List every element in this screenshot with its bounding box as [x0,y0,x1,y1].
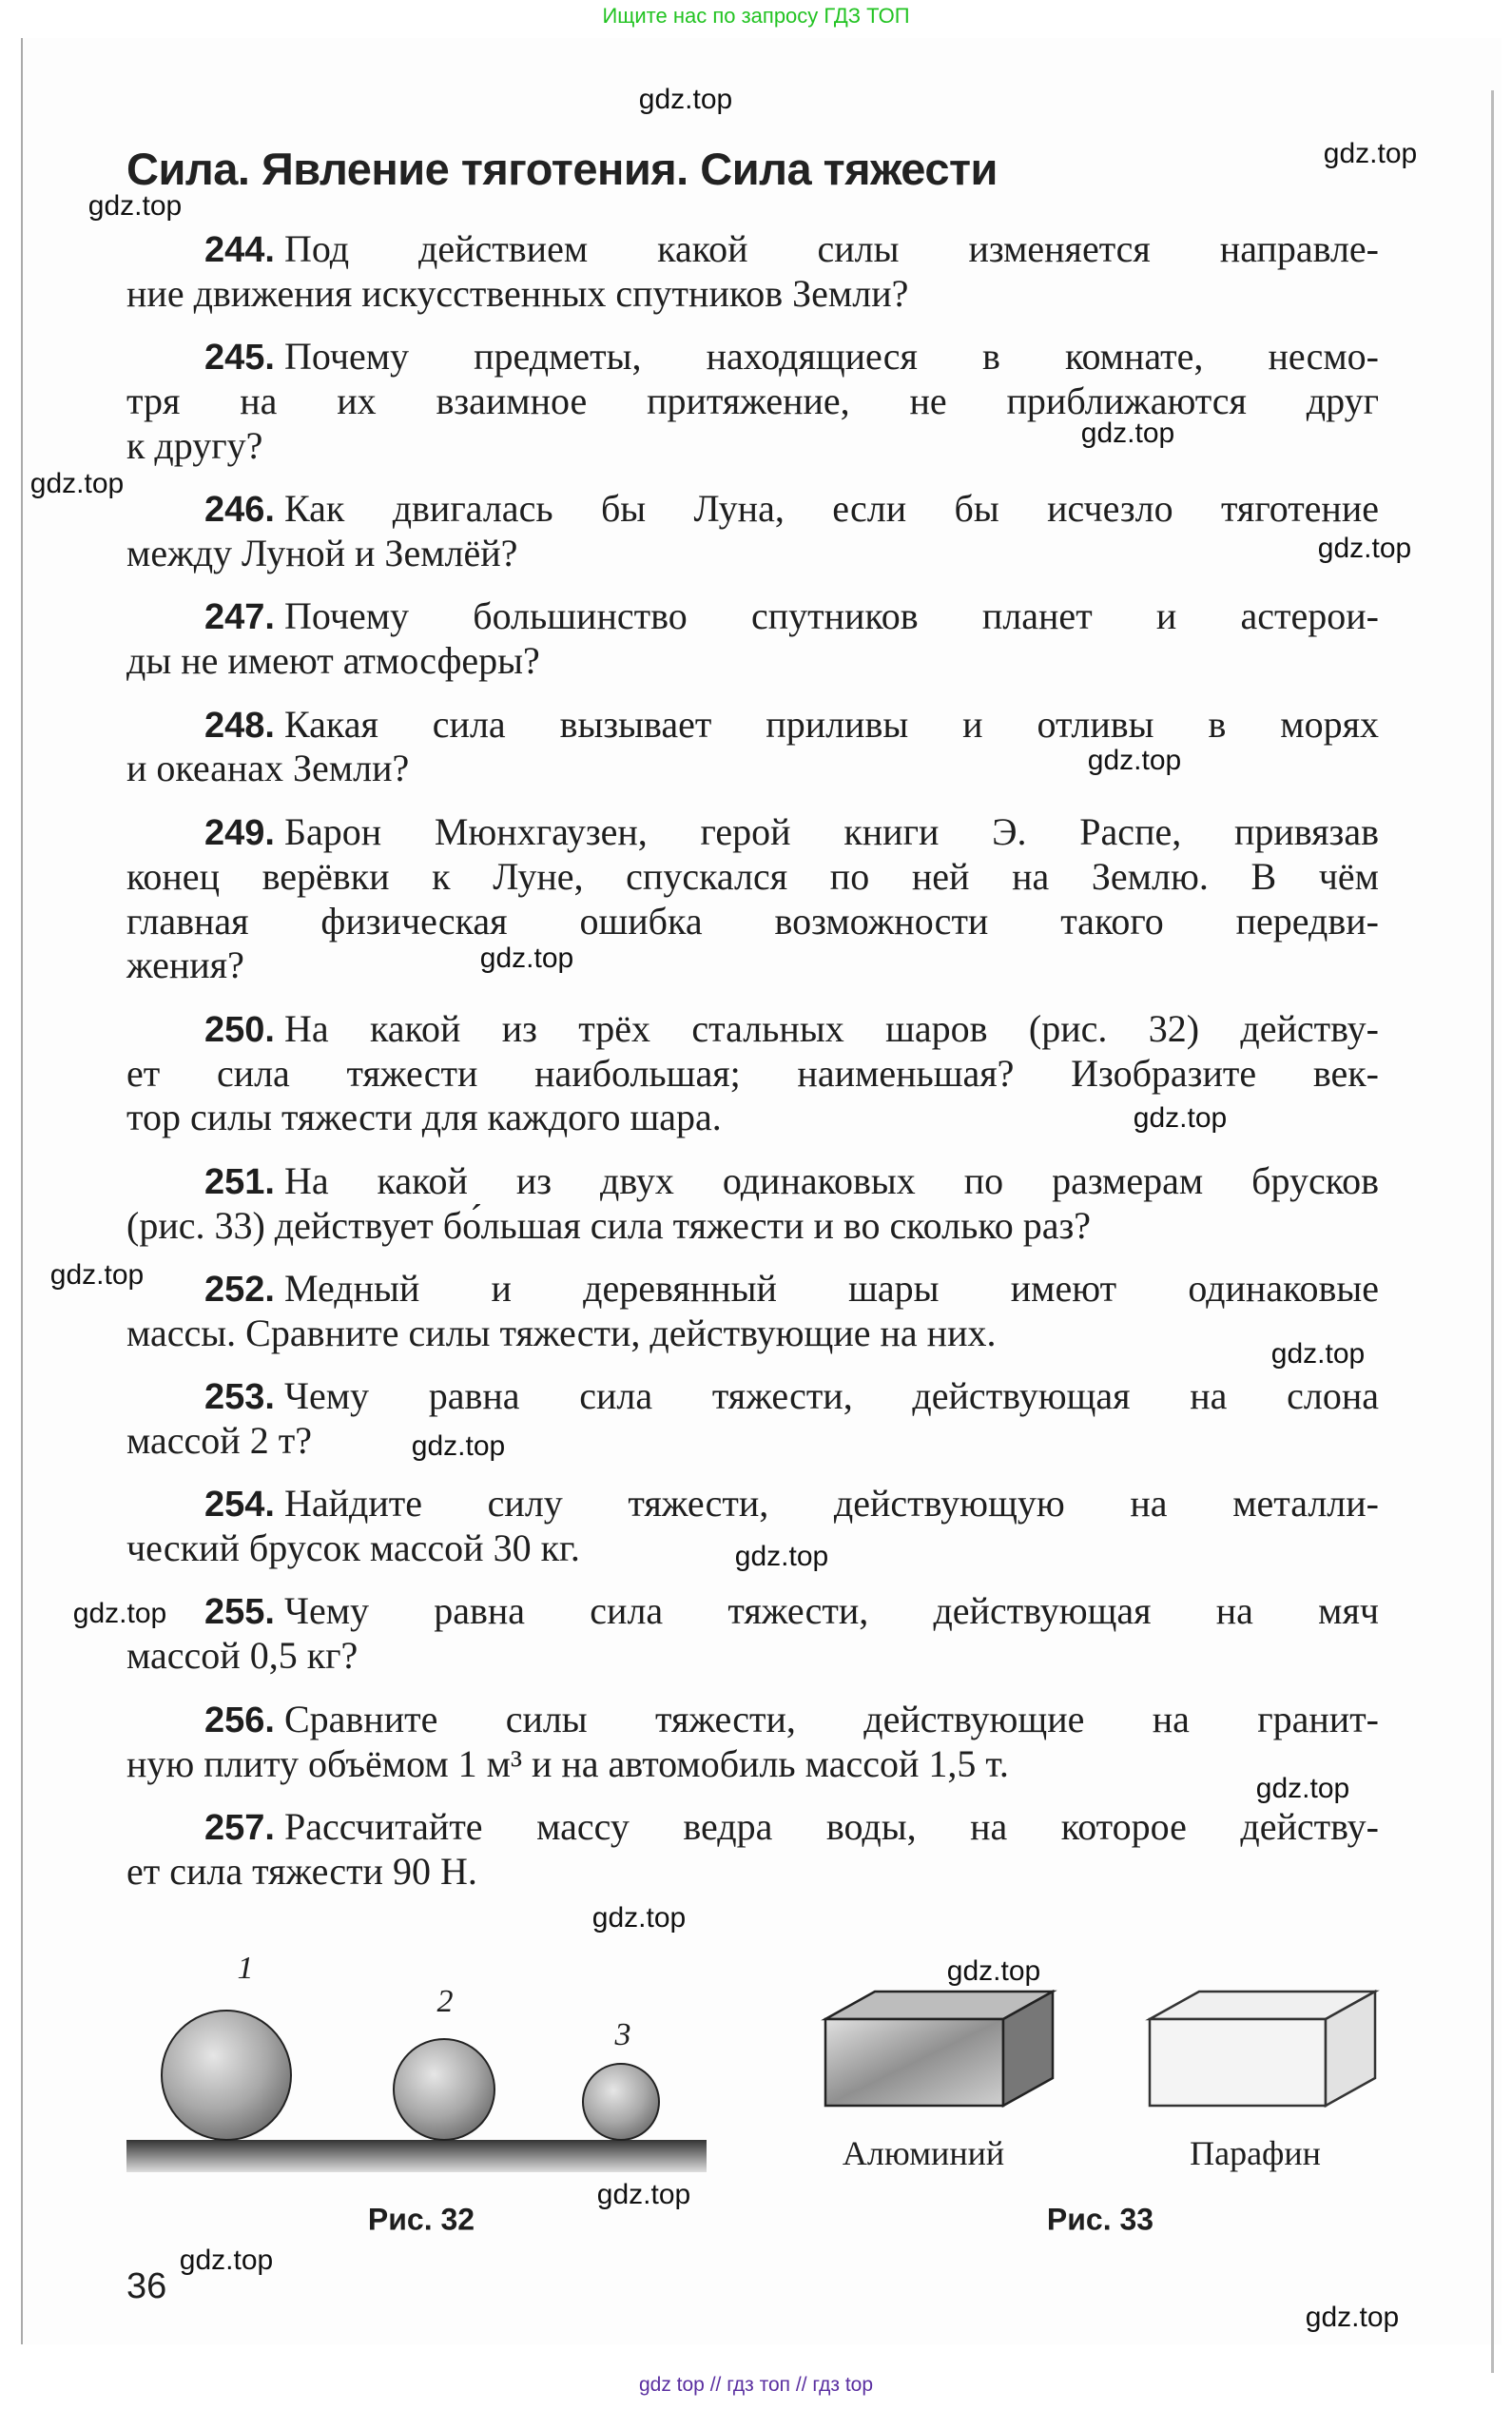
problem-text: и океанах Земли? [126,747,410,790]
problem-number: 251. [204,1161,275,1202]
problem-text: ет сила тяжести 90 Н. [126,1849,477,1893]
watermark: gdz.top [29,468,125,499]
problem-text: Как двигалась бы Луна, если бы исчезло тяготение [283,487,1379,531]
watermark: gdz.top [72,1598,167,1629]
watermark: gdz.top [411,1430,506,1462]
problem-text: Сравните силы тяжести, действующие на гранит- [283,1697,1379,1740]
problem-text: тря на их взаимное притяжение, не приближаются друг [126,379,1379,423]
problem-number: 255. [204,1592,275,1633]
problem-text: Почему большинство спутников планет и астерои- [283,594,1379,638]
problem-text: ды не имеют атмосферы? [126,639,540,683]
ball-label-2: 2 [436,1984,454,2019]
ball-label-3: 3 [614,2017,631,2052]
problem-text: Рассчитайте массу ведра воды, на которое действу- [283,1804,1379,1848]
problem-text: жения? [126,943,244,987]
problem-number: 256. [204,1700,275,1740]
top-banner: Ищите нас по запросу ГДЗ ТОП [602,4,910,28]
problem-text: На какой из трёх стальных шаров (рис. 32) действу- [283,1006,1379,1050]
block-label-paraffin: Парафин [1190,2134,1321,2172]
watermark: gdz.top [1270,1338,1366,1370]
ball-label-1: 1 [237,1951,254,1986]
problem-text: тор силы тяжести для каждого шара. [126,1096,722,1139]
problem-number: 254. [204,1485,275,1526]
bottom-banner: gdz top // гдз топ // гдз top [638,2374,874,2396]
problem-text: Найдите силу тяжести, действующую на металли- [283,1482,1379,1526]
problem-text: ние движения искусственных спутников Земли? [126,271,909,315]
watermark: gdz.top [1080,418,1175,449]
problem-number: 252. [204,1269,275,1310]
aluminium-block [825,1992,1053,2106]
watermark: gdz.top [1133,1102,1228,1134]
watermark: gdz.top [596,2179,691,2210]
problem-text: между Луной и Землёй? [126,532,518,575]
problem-text: Под действием какой силы изменяется направле- [283,227,1379,270]
ground [126,2140,707,2172]
watermark: gdz.top [734,1541,829,1572]
watermark: gdz.top [49,1259,145,1291]
watermark: gdz.top [1255,1773,1350,1804]
problem-text: На какой из двух одинаковых по размерам брусков [283,1158,1379,1202]
problem-text: ет сила тяжести наибольшая; наименьшая? Изобразите век- [126,1051,1379,1095]
problem-text: массы. Сравните силы тяжести, действующие на них. [126,1311,997,1354]
problem-text: Барон Мюнхгаузен, герой книги Э. Распе, привязав [283,809,1379,853]
watermark: gdz.top [1305,2302,1400,2333]
ball-3 [583,2064,659,2140]
problem-text: Какая сила вызывает приливы и отливы в морях [283,702,1379,746]
watermark: gdz.top [179,2245,274,2276]
problem-number: 245. [204,338,275,379]
watermark: gdz.top [1087,745,1182,776]
problem-number: 253. [204,1377,275,1418]
watermark: gdz.top [1323,138,1418,169]
figure-33-caption: Рис. 33 [1046,2202,1154,2237]
figure-33 [825,1992,1375,2106]
problem-text: главная физическая ошибка возможности такого передви- [126,899,1379,943]
problem-text: конец верёвки к Луне, спускался по ней на Землю. В чём [126,854,1379,898]
ball-2 [394,2039,494,2140]
paraffin-block [1150,1992,1375,2106]
problem-number: 246. [204,490,275,531]
watermark: gdz.top [638,84,733,115]
page-number: 36 [126,2266,167,2306]
ball-1 [162,2011,291,2140]
problem-text: массой 2 т? [126,1419,312,1462]
problem-number: 247. [204,597,275,638]
problem-number: 249. [204,812,275,853]
problem-text: ную плиту объёмом 1 м³ и на автомобиль массой 1,5 т. [126,1741,1009,1785]
problem-number: 244. [204,230,275,270]
problem-text: массой 0,5 кг? [126,1634,359,1678]
problem-text: Почему предметы, находящиеся в комнате, несмо- [283,335,1379,379]
watermark: gdz.top [87,190,183,222]
watermark: gdz.top [591,1902,687,1934]
problem-text: (рис. 33) действует бо́льшая сила тяжести и во сколько раз? [126,1203,1092,1247]
figure-32-caption: Рис. 32 [367,2202,475,2237]
problem-number: 248. [204,705,275,746]
problem-text: Медный и деревянный шары имеют одинаковые [283,1266,1379,1310]
watermark: gdz.top [1317,533,1412,564]
problem-text: Чему равна сила тяжести, действующая на слона [283,1374,1379,1418]
watermark: gdz.top [946,1955,1041,1987]
block-label-aluminium: Алюминий [842,2134,1005,2172]
problem-text: Чему равна сила тяжести, действующая на мяч [283,1589,1379,1633]
problem-number: 250. [204,1009,275,1050]
problem-text: к другу? [126,423,263,467]
problem-number: 257. [204,1807,275,1848]
watermark: gdz.top [479,943,574,974]
section-title: Сила. Явление тяготения. Сила тяжести [126,144,998,194]
problem-text: ческий брусок массой 30 кг. [126,1526,580,1570]
